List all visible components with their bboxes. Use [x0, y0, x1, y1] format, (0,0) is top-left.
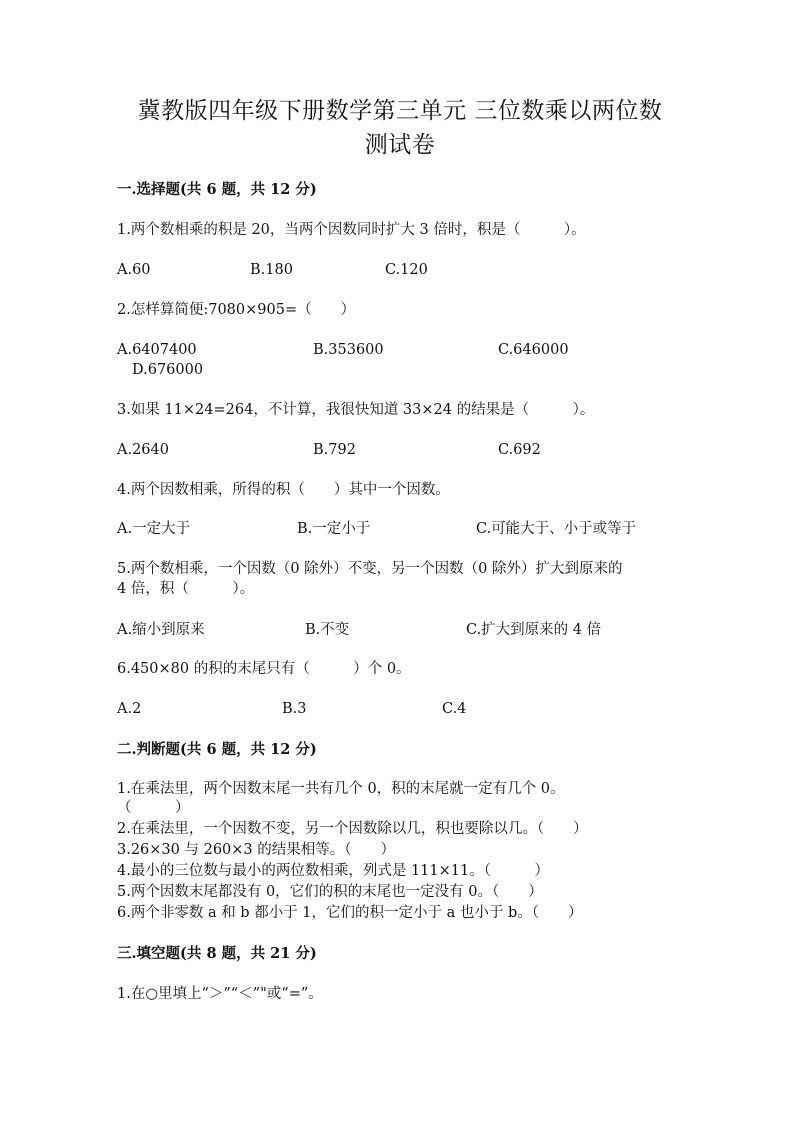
q2-option-c: C.646000	[498, 342, 569, 358]
tf-line-3: 3.26×30 与 260×3 的结果相等。（ ）	[117, 842, 396, 858]
question-5-text-line1: 5.两个数相乘，一个因数（0 除外）不变，另一个因数（0 除外）扩大到原来的	[117, 561, 623, 577]
tf-line-6: 6.两个非零数 a 和 b 都小于 1，它们的积一定小于 a 也小于 b。（ ）	[117, 905, 583, 921]
q1-option-c: C.120	[385, 262, 428, 278]
q6-option-c: C.4	[442, 701, 467, 717]
q4-option-a: A.一定大于	[117, 521, 191, 537]
q3-option-c: C.692	[498, 442, 541, 458]
q2-option-b: B.353600	[313, 342, 384, 358]
tf-line-2: 2.在乘法里，一个因数不变，另一个因数除以几，积也要除以几。（ ）	[117, 821, 588, 837]
q1-option-a: A.60	[117, 262, 151, 278]
tf-line-4: 4.最小的三位数与最小的两位数相乘，列式是 111×11。（ ）	[117, 863, 549, 879]
question-1-text: 1.两个数相乘的积是 20，当两个因数同时扩大 3 倍时，积是（ ）。	[117, 222, 586, 238]
q3-option-a: A.2640	[117, 442, 169, 458]
question-6-text: 6.450×80 的积的末尾只有（ ）个 0。	[117, 661, 411, 677]
section-header-multiple-choice: 一.选择题(共 6 题，共 12 分)	[117, 181, 317, 198]
q5-option-a: A.缩小到原来	[117, 622, 205, 638]
section-header-true-false: 二.判断题(共 6 题，共 12 分)	[117, 741, 317, 758]
question-4-text: 4.两个因数相乘，所得的积（ ）其中一个因数。	[117, 482, 450, 498]
q5-option-b: B.不变	[305, 622, 350, 638]
q6-option-b: B.3	[282, 701, 307, 717]
tf-line-1: 1.在乘法里，两个因数末尾一共有几个 0，积的末尾就一定有几个 0。	[117, 781, 565, 797]
question-5-text-line2: 4 倍，积（ ）。	[117, 581, 255, 597]
q1-option-b: B.180	[250, 262, 293, 278]
page-title-line1: 冀教版四年级下册数学第三单元 三位数乘以两位数	[137, 98, 663, 124]
question-2-text: 2.怎样算简便:7080×905=（ ）	[117, 302, 356, 318]
tf-line-5: 5.两个因数末尾都没有 0，它们的积的末尾也一定没有 0。（ ）	[117, 884, 543, 900]
fill-line-1: 1.在○里填上“＞”“＜”"或“=”。	[117, 986, 323, 1002]
question-3-text: 3.如果 11×24=264，不计算，我很快知道 33×24 的结果是（ ）。	[117, 402, 595, 418]
q4-option-b: B.一定小于	[297, 521, 371, 537]
q5-option-c: C.扩大到原来的 4 倍	[466, 622, 602, 638]
q2-option-a: A.6407400	[117, 342, 197, 358]
q4-option-c: C.可能大于、小于或等于	[476, 521, 637, 537]
section-header-fill-in: 三.填空题(共 8 题，共 21 分)	[117, 945, 317, 962]
q6-option-a: A.2	[117, 701, 142, 717]
page-title-line2: 测试卷	[364, 132, 436, 158]
tf-line-1-bracket: （ ）	[117, 800, 190, 816]
q3-option-b: B.792	[313, 442, 356, 458]
q2-option-d: D.676000	[132, 362, 204, 378]
